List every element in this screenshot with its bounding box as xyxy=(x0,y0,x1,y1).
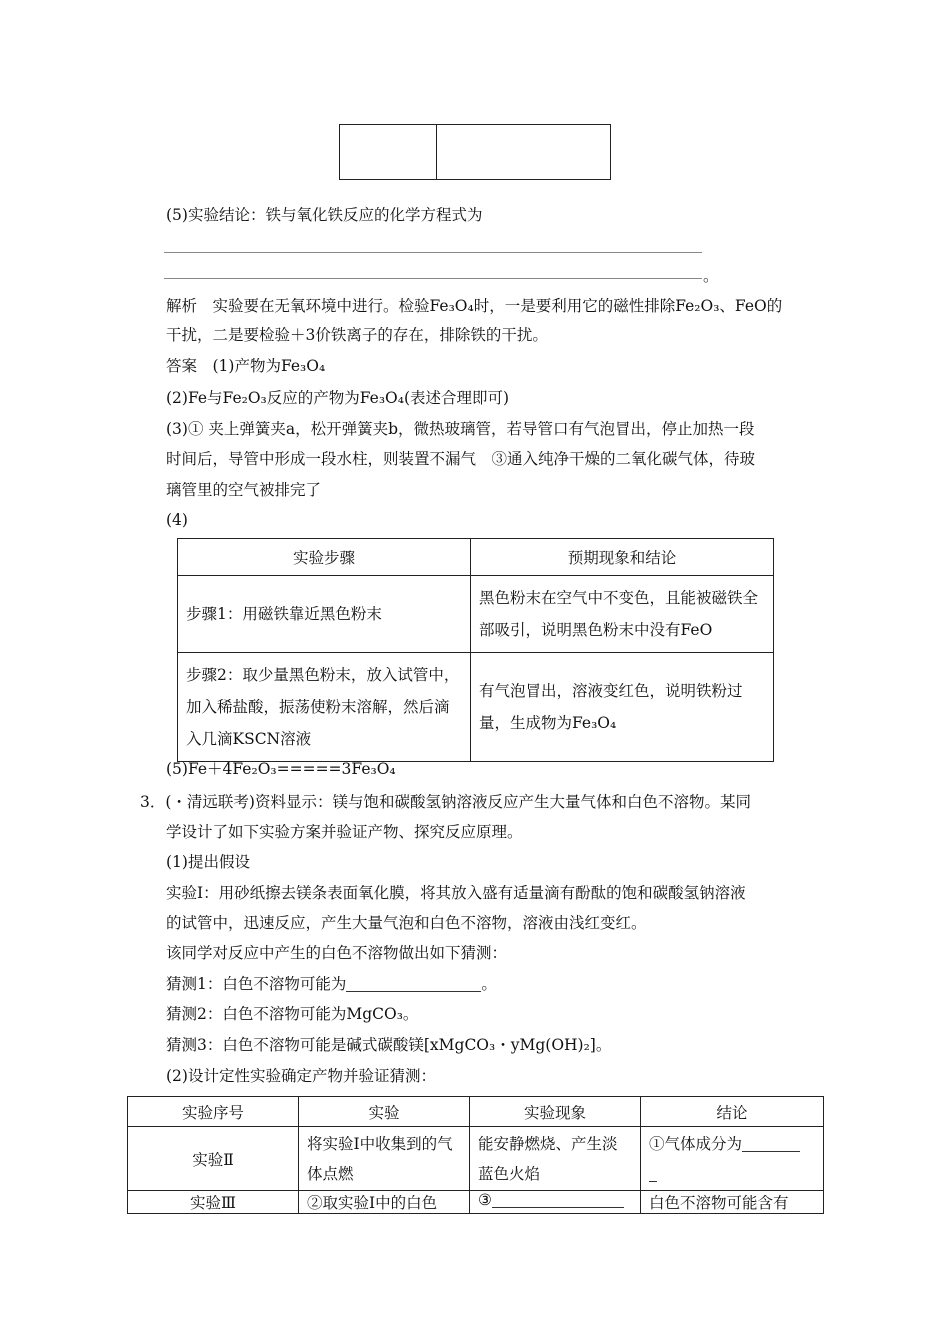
conclusion-text: ①气体成分为 xyxy=(649,1134,743,1153)
top-table xyxy=(339,124,611,180)
q5-prompt: (5)实验结论：铁与氧化铁反应的化学方程式为 xyxy=(166,206,483,224)
q3-line-1: 3．(・清远联考)资料显示：镁与饱和碳酸氢钠溶液反应产生大量气体和白色不溶物。某同 xyxy=(140,793,751,811)
q3-guess-2: 猜测2：白色不溶物可能为MgCO₃。 xyxy=(166,1005,419,1023)
answer-1: 答案 (1)产物为Fe₃O₄ xyxy=(166,357,326,375)
table-header: 预期现象和结论 xyxy=(471,539,774,576)
table-cell: 步骤1：用磁铁靠近黑色粉末 xyxy=(178,576,471,653)
answer-4-label: (4) xyxy=(166,511,188,529)
table-header: 实验步骤 xyxy=(178,539,471,576)
answer-3-line-3: 璃管里的空气被排完了 xyxy=(166,481,322,499)
table-header: 实验 xyxy=(299,1097,470,1127)
table-cell: ②取实验Ⅰ中的白色 xyxy=(299,1191,470,1214)
guess-1-text: 猜测1：白色不溶物可能为 xyxy=(166,975,347,993)
table-cell-conclusion xyxy=(641,1127,824,1191)
top-table-cell xyxy=(340,125,437,180)
q5-end-mark: 。 xyxy=(703,267,719,285)
table-cell: 能安静燃烧、产生淡蓝色火焰 xyxy=(470,1127,641,1191)
table-cell: 有气泡冒出，溶液变红色，说明铁粉过量，生成物为Fe₃O₄ xyxy=(471,653,774,762)
answer-line-1 xyxy=(164,252,702,253)
guess-1-end: 。 xyxy=(481,975,497,993)
table-header: 实验现象 xyxy=(470,1097,641,1127)
conclusion-blank-2 xyxy=(649,1167,657,1182)
table-cell: 实验Ⅲ xyxy=(128,1191,299,1214)
verify-table xyxy=(127,1096,824,1214)
table-cell: 白色不溶物可能含有 xyxy=(641,1191,824,1214)
answer-3-line-1: (3)① 夹上弹簧夹a，松开弹簧夹b，微热玻璃管，若导管口有气泡冒出，停止加热一段 xyxy=(166,420,755,438)
table-cell: 步骤2：取少量黑色粉末，放入试管中，加入稀盐酸，振荡使粉末溶解，然后滴入几滴KSCN溶液 xyxy=(178,653,471,762)
steps-table xyxy=(177,538,774,762)
answer-3-line-2: 时间后，导管中形成一段水柱，则装置不漏气 ③通入纯净干燥的二氧化碳气体，待玻 xyxy=(166,450,756,468)
observation-label: ③ xyxy=(478,1191,492,1209)
q3-guess-1 xyxy=(166,974,497,994)
q3-part-1: (1)提出假设 xyxy=(166,853,250,871)
observation-blank xyxy=(492,1193,624,1208)
answer-line-2 xyxy=(164,278,702,279)
q3-part-2: (2)设计定性实验确定产物并验证猜测： xyxy=(166,1067,436,1085)
table-header: 实验序号 xyxy=(128,1097,299,1127)
top-table-cell xyxy=(437,125,611,180)
q3-guess-3: 猜测3：白色不溶物可能是碱式碳酸镁[xMgCO₃・yMg(OH)₂]。 xyxy=(166,1036,612,1054)
table-cell: 实验Ⅱ xyxy=(128,1127,299,1191)
analysis-line-1: 解析 实验要在无氧环境中进行。检验Fe₃O₄时，一是要利用它的磁性排除Fe₂O₃、FeO的 xyxy=(166,297,783,315)
table-cell: 将实验Ⅰ中收集到的气体点燃 xyxy=(299,1127,470,1191)
q3-guess-intro: 该同学对反应中产生的白色不溶物做出如下猜测： xyxy=(166,944,508,962)
analysis-line-2: 干扰，二是要检验＋3价铁离子的存在，排除铁的干扰。 xyxy=(166,326,548,344)
q3-exp1-line-1: 实验Ⅰ：用砂纸擦去镁条表面氧化膜，将其放入盛有适量滴有酚酞的饱和碳酸氢钠溶液 xyxy=(166,884,746,902)
q3-exp1-line-2: 的试管中，迅速反应，产生大量气泡和白色不溶物，溶液由浅红变红。 xyxy=(166,914,647,932)
conclusion-blank xyxy=(742,1137,800,1152)
table-cell: 黑色粉末在空气中不变色，且能被磁铁全部吸引，说明黑色粉末中没有FeO xyxy=(471,576,774,653)
answer-5: (5)Fe＋4Fe₂O₃=====3Fe₃O₄ xyxy=(166,760,396,778)
answer-2: (2)Fe与Fe₂O₃反应的产物为Fe₃O₄(表述合理即可) xyxy=(166,389,510,407)
q3-line-2: 学设计了如下实验方案并验证产物、探究反应原理。 xyxy=(166,823,523,841)
guess-1-blank xyxy=(346,977,481,992)
table-header: 结论 xyxy=(641,1097,824,1127)
table-cell xyxy=(470,1191,641,1214)
